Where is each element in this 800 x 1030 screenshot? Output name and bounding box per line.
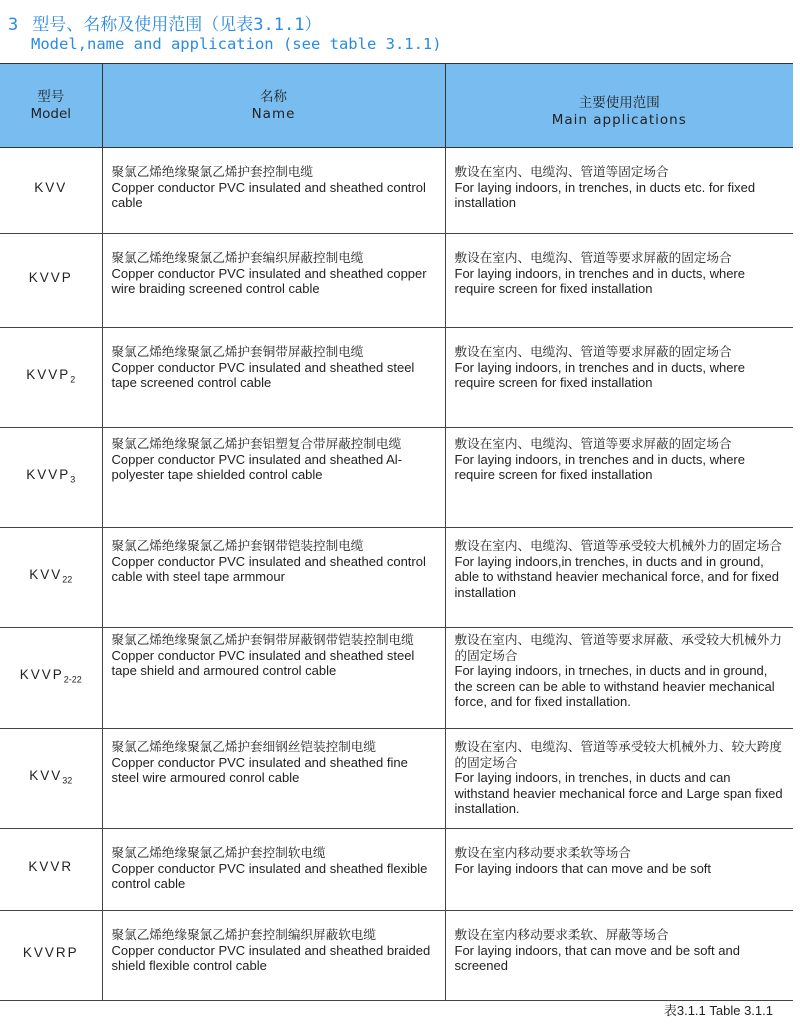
- name-zh: 聚氯乙烯绝缘聚氯乙烯护套细钢丝铠装控制电缆: [111, 739, 376, 754]
- name-zh: 聚氯乙烯绝缘聚氯乙烯护套铜带屏蔽控制电缆: [111, 344, 364, 359]
- application-zh: 敷设在室内、电缆沟、管道等要求屏蔽的固定场合: [454, 344, 732, 359]
- name-zh: 聚氯乙烯绝缘聚氯乙烯护套控制电缆: [111, 164, 313, 179]
- table-row: [0, 528, 793, 628]
- application-en: For laying indoors, in trenches, in ducts etc. for fixed installation: [454, 179, 756, 211]
- table-row: [0, 729, 793, 829]
- application-cell: [445, 234, 793, 328]
- header-en: Main applications: [551, 112, 687, 128]
- header-zh: 名称: [260, 88, 287, 105]
- application-cell: [445, 528, 793, 628]
- model-code: KVVR: [28, 858, 74, 874]
- table-row: [0, 328, 793, 428]
- name-en: Copper conductor PVC insulated and sheathed braided shield flexible control cable: [111, 942, 431, 974]
- model-cell: [0, 328, 102, 428]
- name-en: Copper conductor PVC insulated and sheathed copper wire braiding screened control cable: [111, 265, 427, 297]
- application-en: For laying indoors that can move and be soft: [454, 860, 712, 876]
- model-cell: [0, 729, 102, 829]
- section-title-zh-text: 型号、名称及使用范围（见表3.1.1）: [32, 15, 322, 35]
- name-zh: 聚氯乙烯绝缘聚氯乙烯护套铜带屏蔽钢带铠装控制电缆: [111, 632, 414, 647]
- name-zh: 聚氯乙烯绝缘聚氯乙烯护套铝塑复合带屏蔽控制电缆: [111, 436, 402, 451]
- model-subscript: 2: [70, 374, 76, 385]
- table-header-row: [0, 64, 793, 148]
- name-en: Copper conductor PVC insulated and sheathed steel tape shield and armoured control cable: [111, 647, 415, 679]
- model-code: KVVP: [19, 667, 64, 683]
- name-cell: [102, 428, 445, 528]
- model-subscript: 3: [70, 474, 76, 485]
- model-code: KVV: [29, 767, 63, 783]
- name-en: Copper conductor PVC insulated and sheathed control cable with steel tape armmour: [111, 553, 426, 585]
- name-en: Copper conductor PVC insulated and sheathed fine steel wire armoured conrol cable: [111, 754, 408, 786]
- application-cell: [445, 729, 793, 829]
- application-en: For laying indoors, in trenches and in ducts, where require screen for fixed installation: [454, 265, 745, 297]
- header-en: Name: [251, 105, 296, 122]
- model-cell: [0, 428, 102, 528]
- name-en: Copper conductor PVC insulated and sheathed control cable: [111, 179, 426, 211]
- header-applications: [445, 64, 793, 148]
- model-cell: [0, 829, 102, 911]
- name-en: Copper conductor PVC insulated and sheathed flexible control cable: [111, 860, 428, 892]
- application-zh: 敷设在室内、电缆沟、管道等要求屏蔽、承受较大机械外力的固定场合: [454, 632, 782, 663]
- application-zh: 敷设在室内、电缆沟、管道等要求屏蔽的固定场合: [454, 436, 732, 451]
- application-cell: [445, 148, 793, 234]
- model-code: KVV: [29, 566, 63, 582]
- table-row: [0, 148, 793, 234]
- name-cell: [102, 911, 445, 1001]
- table-row: [0, 628, 793, 729]
- name-zh: 聚氯乙烯绝缘聚氯乙烯护套编织屏蔽控制电缆: [111, 250, 364, 265]
- model-code: KVVP: [26, 366, 71, 382]
- section-title-zh: [8, 10, 321, 35]
- table-row: [0, 234, 793, 328]
- application-cell: [445, 829, 793, 911]
- name-zh: 聚氯乙烯绝缘聚氯乙烯护套控制编织屏蔽软电缆: [111, 927, 376, 942]
- name-cell: [102, 148, 445, 234]
- application-zh: 敷设在室内、电缆沟、管道等承受较大机械外力、较大跨度的固定场合: [454, 739, 782, 770]
- table-caption: 表3.1.1 Table 3.1.1: [663, 1003, 773, 1018]
- header-model: [0, 64, 102, 148]
- application-zh: 敷设在室内、电缆沟、管道等要求屏蔽的固定场合: [454, 250, 732, 265]
- application-en: For laying indoors, that can move and be soft and screened: [454, 942, 740, 974]
- model-subscript: 32: [62, 775, 73, 786]
- name-cell: [102, 328, 445, 428]
- application-en: For laying indoors, in trenches, in ducts and can withstand heavier mechanical force and Large span fixed installation.: [454, 770, 783, 817]
- application-zh: 敷设在室内移动要求柔软等场合: [454, 845, 631, 860]
- header-zh: 主要使用范围: [578, 95, 660, 111]
- application-cell: [445, 428, 793, 528]
- model-table: [0, 63, 793, 1001]
- application-en: For laying indoors,in trenches, in ducts and in ground, able to withstand heavier mechanical force, and for fixed installation: [454, 553, 779, 600]
- model-subscript: 2-22: [63, 675, 82, 686]
- header-name: [102, 64, 445, 148]
- name-en: Copper conductor PVC insulated and sheathed steel tape screened control cable: [111, 359, 415, 391]
- model-cell: [0, 528, 102, 628]
- model-code: KVVP: [26, 466, 71, 482]
- table-row: [0, 911, 793, 1001]
- model-cell: [0, 628, 102, 729]
- model-code: KVV: [34, 179, 68, 195]
- section-title-en: Model,name and application (see table 3.1.1): [31, 35, 442, 53]
- model-code: KVVP: [28, 269, 73, 285]
- table-row: [0, 428, 793, 528]
- section-number: 3: [8, 15, 19, 35]
- header-en: Model: [30, 105, 72, 122]
- name-en: Copper conductor PVC insulated and sheathed Al-polyester tape shielded control cable: [111, 451, 403, 483]
- application-en: For laying indoors, in trenches and in ducts, where require screen for fixed installation: [454, 359, 745, 391]
- header-zh: 型号: [37, 88, 65, 105]
- model-cell: [0, 148, 102, 234]
- name-zh: 聚氯乙烯绝缘聚氯乙烯护套钢带铠装控制电缆: [111, 538, 364, 553]
- name-cell: [102, 729, 445, 829]
- name-cell: [102, 628, 445, 729]
- table-row: [0, 829, 793, 911]
- model-cell: [0, 234, 102, 328]
- application-zh: 敷设在室内、电缆沟、管道等承受较大机械外力的固定场合: [454, 538, 782, 553]
- name-cell: [102, 829, 445, 911]
- name-cell: [102, 234, 445, 328]
- application-zh: 敷设在室内移动要求柔软、屏蔽等场合: [454, 927, 669, 942]
- application-zh: 敷设在室内、电缆沟、管道等固定场合: [454, 164, 669, 179]
- name-zh: 聚氯乙烯绝缘聚氯乙烯护套控制软电缆: [111, 845, 326, 860]
- model-subscript: 22: [62, 574, 73, 585]
- application-en: For laying indoors, in trenches and in ducts, where require screen for fixed installation: [454, 451, 745, 483]
- model-cell: [0, 911, 102, 1001]
- name-cell: [102, 528, 445, 628]
- application-cell: [445, 911, 793, 1001]
- application-cell: [445, 628, 793, 729]
- model-code: KVVRP: [22, 944, 79, 960]
- application-cell: [445, 328, 793, 428]
- application-en: For laying indoors, in trneches, in ducts and in ground, the screen can be able to withstand heavier mechanical force, and for fixed installation.: [454, 663, 775, 710]
